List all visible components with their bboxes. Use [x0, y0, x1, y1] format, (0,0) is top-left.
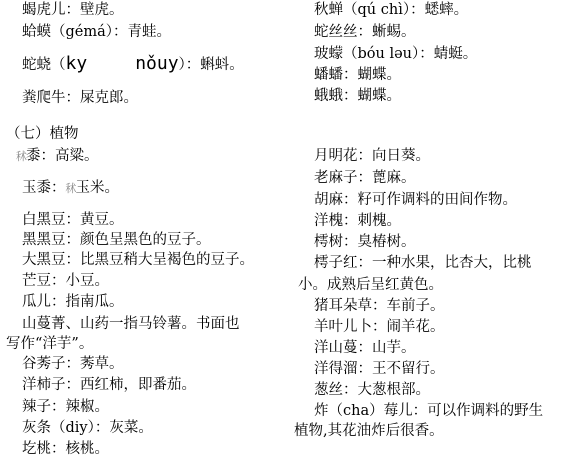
- entry-shesisi: 蛇丝丝：蜥蜴。: [314, 24, 416, 40]
- list-item: 樗子红：一种水果，比杏大，比桃: [314, 255, 532, 271]
- list-item: 葱丝：大葱根部。: [314, 382, 430, 398]
- list-item: 洋柿子：西红柿，即番茄。: [22, 377, 196, 393]
- entry-panpan: 蟠蟠：蝴蝶。: [314, 67, 401, 83]
- list-item: 炸（cha）莓儿：可以作调料的野生: [314, 403, 544, 419]
- list-item: 白黑豆：黄豆。: [22, 212, 124, 228]
- kedou-prefix: 蛇蛲（: [22, 57, 66, 73]
- list-item: 胡麻：籽可作调料的田间作物。: [314, 192, 517, 208]
- list-item: 洋得溜：王不留行。: [314, 361, 445, 377]
- yumi-prefix: 玉黍：: [22, 180, 66, 196]
- list-item: 谷莠子：莠草。: [22, 356, 124, 372]
- entry-hama: 蛤蟆（gémá）：青蛙。: [22, 24, 172, 40]
- list-item: 洋山蔓：山芋。: [314, 340, 416, 356]
- gaoliang-text: 黍：高粱。: [26, 148, 99, 164]
- smudged-character: 秫: [65, 182, 76, 195]
- list-item: 芒豆：小豆。: [22, 273, 109, 289]
- list-item: 辣子：辣椒。: [22, 399, 109, 415]
- list-item-continuation: 小。成熟后呈红黄色。: [298, 277, 443, 293]
- kedou-pinyin-1: ky: [65, 53, 88, 74]
- list-item-continuation: 植物,其花油炸后很香。: [294, 423, 444, 439]
- list-item: 大黑豆：比黑豆稍大呈褐色的豆子。: [22, 252, 254, 268]
- list-item-continuation: 写作“洋芋”。: [6, 336, 94, 352]
- entry-fenpaniu: 粪爬牛：屎克郎。: [22, 90, 138, 106]
- list-item: 樗树：臭椿树。: [314, 234, 416, 250]
- entry-xiehu: 蝎虎儿：壁虎。: [22, 2, 124, 18]
- entry-yumi: [22, 178, 288, 199]
- list-item: 瓜儿：指南瓜。: [22, 294, 124, 310]
- entry-kedou: [22, 54, 288, 75]
- list-item: 黑黑豆：颜色呈黑色的豆子。: [22, 232, 211, 248]
- list-item: 圪桃：核桃。: [22, 441, 109, 457]
- list-item: 灰条（diy）：灰菜。: [22, 420, 153, 436]
- list-item: 猪耳朵草：车前子。: [314, 298, 445, 314]
- entry-ee: 蛾蛾：蝴蝶。: [314, 88, 401, 104]
- entry-bomeng: 玻蠓（bóu ləu）：蜻蜓。: [314, 46, 478, 62]
- section-heading-plants: （七）植物: [6, 126, 79, 142]
- yumi-text: 玉米。: [75, 180, 119, 196]
- entry-gaoliang: [16, 146, 288, 167]
- smudged-character: 秫: [16, 150, 26, 163]
- list-item: 羊叶儿卜：闹羊花。: [314, 319, 445, 335]
- list-item: 洋槐：刺槐。: [314, 213, 401, 229]
- kedou-suffix: ）：蝌蚪。: [178, 57, 244, 73]
- list-item: 月明花：向日葵。: [314, 148, 430, 164]
- list-item: 山蔓菁、山药一指马铃薯。书面也: [22, 316, 240, 332]
- kedou-pinyin-2: nǒuy: [135, 53, 179, 74]
- list-item: 老麻子：蓖麻。: [314, 170, 416, 186]
- entry-qiuchan: 秋蝉（qú chì）：蟋蟀。: [314, 2, 469, 18]
